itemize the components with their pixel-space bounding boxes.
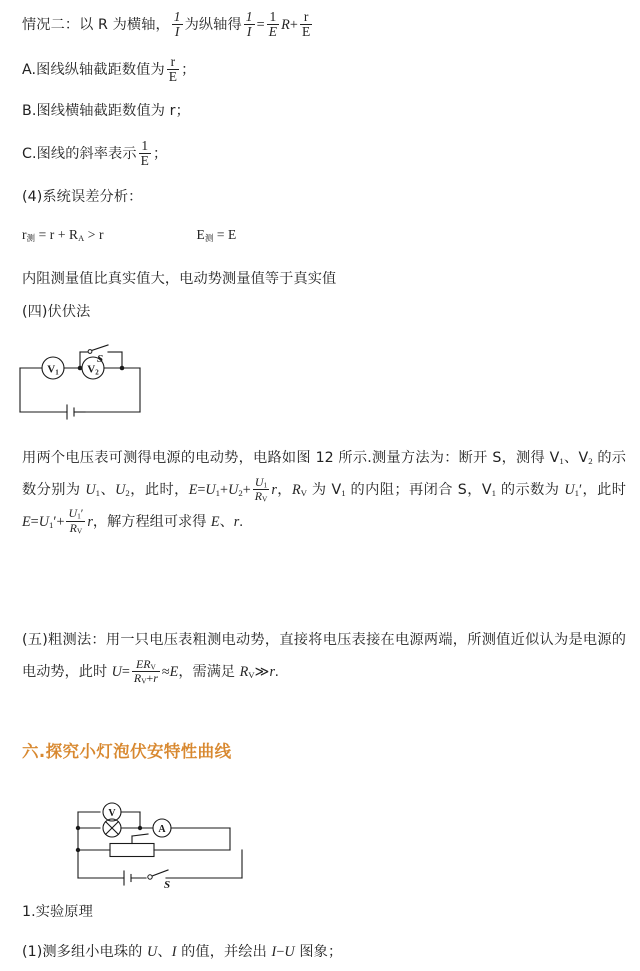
U1prime-over-Rv-fraction: $\frac{U_1'}{R_V}$: [68, 506, 84, 536]
ammeter-label: A: [158, 824, 166, 835]
experiment-principle-title: 1.实验原理: [22, 904, 93, 920]
junction-dot-lamp-right: [138, 826, 142, 830]
case-two-mid: 为纵轴得: [184, 17, 242, 34]
option-a-line: [22, 55, 626, 84]
ERv-over-Rv-plus-r-fraction: $\frac{ER_V}{R_V+r}$: [133, 656, 158, 686]
error-conclusion-line: 内阻测量值比真实值大，电动势测量值等于真实值: [22, 271, 337, 287]
rheostat-wiper-arm: [132, 834, 148, 836]
volt-volt-method-paragraph: 用两个电压表可测得电源的电动势，电路如图 12 所示.测量方法为：断开 S，测得 $V_1$、$V_2$ 的示数分别为 $U_1$、$U_2$，此时，$E=U_1+U_2+$ $\frac{U_1}{R_V}$ r，$R_V$ 为 $V_1$ 的内阻；再闭合 S，$V_1$ 的示数为 $U_1'$，此时 $E=U_1'+$ $\frac{U_1'}{R_V}$ r，解方程组可求得 E、r.: [22, 450, 626, 536]
circuit-lamp-svg: [62, 800, 262, 890]
error-formula-row: [22, 226, 626, 244]
rough-method-equation: U= $\frac{ER_V}{R_V+r}$ ≈E: [111, 656, 179, 686]
U1-over-Rv-fraction: $\frac{U_1}{R_V}$: [254, 474, 268, 504]
junction-dot-rheostat-left: [76, 848, 80, 852]
option-c-fraction: $\frac{1}{E}$: [140, 138, 149, 169]
error-formula-r: $r_测 = r + R_A > r$: [22, 227, 104, 243]
switch-blade: [152, 870, 168, 876]
option-a-semicolon: ；: [181, 62, 196, 79]
voltmeter-label: V: [108, 808, 116, 819]
junction-dot-lamp-left: [76, 826, 80, 830]
circuit-12-svg: [12, 340, 252, 420]
circuit-diagram-12: [12, 340, 252, 420]
error-formula-E: $E_测 = E$: [196, 227, 237, 243]
junction-dot-left: [78, 366, 83, 371]
emf-equation-open-s: $E=U_1+U_2+$ $\frac{U_1}{R_V}$ r: [188, 474, 277, 504]
switch-pivot-dot: [88, 350, 92, 354]
section-four-title: (四)伏伏法: [22, 304, 91, 320]
switch-s-label: S: [163, 879, 171, 890]
voltmeter-v2-label: V2: [87, 363, 99, 377]
rheostat-body: [110, 844, 154, 857]
relation-equals: =: [256, 17, 265, 34]
rough-method-paragraph: (五)粗测法：用一只电压表粗测电动势，直接将电压表接在电源两端，所测值近似认为是电源的电动势，此时 U= $\frac{ER_V}{R_V+r}$ ≈E，需满足 $R_V≫r$.: [22, 632, 626, 686]
emf-equation-closed-s: $E=U_1'+$ $\frac{U_1'}{R_V}$ r: [22, 506, 93, 536]
option-a-text: A.图线纵轴截距数值为: [22, 62, 165, 79]
relation-R: R: [281, 17, 290, 34]
case-two-prefix: 情况二：以 R 为横轴，: [22, 17, 170, 34]
relation-slope-fraction: $\frac{1}{E}$: [268, 9, 278, 40]
option-a-fraction: $\frac{r}{E}$: [168, 54, 178, 85]
voltmeter-v1-label: V1: [47, 363, 59, 377]
error-analysis-title: (4)系统误差分析：: [22, 189, 143, 205]
switch-s-label: S: [96, 353, 104, 365]
relation-plus: +: [289, 17, 298, 34]
experiment-principle-item-1: (1)测多组小电珠的 U、I 的值，并绘出 I−U 图象；: [22, 944, 343, 960]
circuit-diagram-lamp: [62, 800, 262, 890]
relation-lhs-fraction: $\frac{1}{I}$: [245, 9, 253, 40]
junction-dot-right: [120, 366, 125, 371]
option-c-text: C.图线的斜率表示: [22, 146, 137, 163]
relation-intercept-fraction: $\frac{r}{E}$: [301, 9, 311, 40]
option-b-text: B.图线横轴截距数值为 r；: [22, 103, 190, 119]
option-c-semicolon: ；: [152, 146, 168, 163]
section-six-heading: 六.探究小灯泡伏安特性曲线: [22, 742, 232, 761]
switch-blade: [90, 345, 108, 351]
inverse-I-fraction: $\frac{1}{I}$: [173, 9, 181, 40]
switch-pivot-dot: [148, 875, 152, 879]
case-two-line: [22, 10, 626, 39]
option-b-line: [22, 102, 626, 121]
option-c-line: [22, 139, 626, 168]
